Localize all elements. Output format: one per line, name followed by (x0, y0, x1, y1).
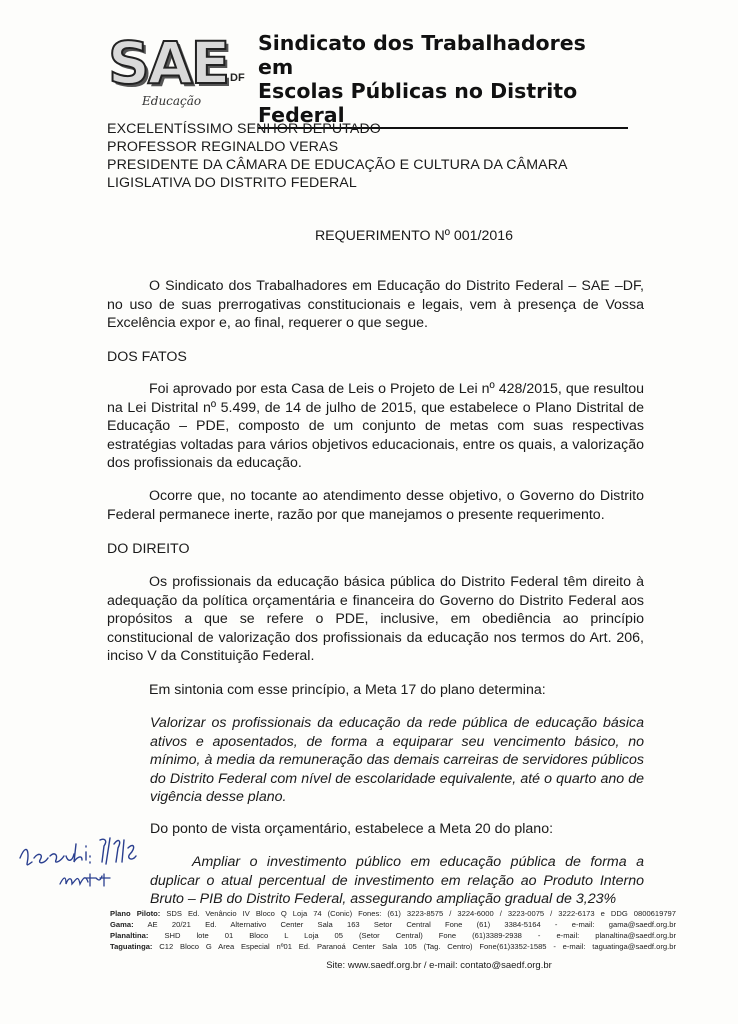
addressee-line: LIGISLATIVA DO DISTRITO FEDERAL (107, 175, 357, 191)
footer-label: Planaltina: (110, 931, 149, 940)
logo-subtitle: Educação (142, 94, 202, 108)
footer-addresses (110, 908, 676, 952)
document-title: REQUERIMENTO Nº 001/2016 (314, 228, 514, 244)
logo-suffix: DF (230, 72, 245, 84)
addressee-line: PROFESSOR REGINALDO VERAS (107, 139, 339, 155)
logo-text: SAE (108, 29, 229, 97)
direito-paragraph-3: Do ponto de vista orçamentário, estabelece a Meta 20 do plano: (150, 821, 554, 837)
organization-name (258, 31, 628, 129)
direito-paragraph-2: Em sintonia com esse princípio, a Meta 17 do plano determina: (149, 682, 546, 698)
org-name-line2: Escolas Públicas no Distrito Federal (258, 79, 628, 129)
footer-text: C12 Bloco G Area Especial nº01 Ed. Paranoá Center Sala 105 (Tag. Centro) Fone(61)3352-1585 - e-mail: taguatinga@saedf.org.br (159, 942, 676, 951)
footer-site-contact: Site: www.saedf.org.br / e-mail: contato@saedf.org.br (326, 960, 552, 971)
footer-text: AE 20/21 Ed. Alternativo Center Sala 163 Setor Central Fone (61) 3384-5164 - e-mail: gama@saedf.org.br (147, 920, 676, 929)
footer-label: Plano Piloto: (110, 909, 161, 918)
fatos-paragraph-1: Foi aprovado por esta Casa de Leis o Projeto de Lei nº 428/2015, que resultou na Lei Distrital nº 5.499, de 14 de julho de 2015, que estabelece o Plano Distrital de Educação – PDE, composto de um conjunto de metas com suas respectivas estratégias voltadas para vários objetivos educacionais, entre os quais, a valorização dos profissionais da educação. (107, 381, 644, 471)
footer-text: SDS Ed. Venâncio IV Bloco Q Loja 74 (Conic) Fones: (61) 3223-8575 / 3224-6000 / 3223-0075 / 3222-6173 e DDG 0800619797 (166, 909, 676, 918)
org-name-line1: Sindicato dos Trabalhadores em (258, 31, 586, 79)
footer-row (110, 919, 676, 930)
handwritten-receipt-note (14, 818, 144, 898)
footer-label: Gama: (110, 920, 134, 929)
fatos-paragraph-2: Ocorre que, no tocante ao atendimento desse objetivo, o Governo do Distrito Federal permanece inerte, razão por que manejamos o presente requerimento. (107, 488, 644, 523)
section-heading-direito: DO DIREITO (107, 541, 190, 557)
footer-row (110, 908, 676, 919)
section-heading-fatos: DOS FATOS (107, 349, 187, 365)
sae-logo (108, 29, 248, 114)
footer-row (110, 941, 676, 952)
footer-row (110, 930, 676, 941)
direito-paragraph-1: Os profissionais da educação básica pública do Distrito Federal têm direito à adequação da política orçamentária e financeira do Governo do Distrito Federal aos propósitos a que se refere o PDE, inclusive, em obediência ao princípio constitucional de valorização dos profissionais da educação nos termos do Art. 206, inciso V da Constituição Federal. (107, 574, 644, 664)
addressee-block (107, 120, 568, 192)
addressee-line: PRESIDENTE DA CÂMARA DE EDUCAÇÃO E CULTURA DA CÂMARA (107, 157, 568, 173)
footer-label: Taguatinga: (110, 942, 153, 951)
meta-20-quote: Ampliar o investimento público em educação pública de forma a duplicar o atual percentual de investimento em relação ao Produto Interno Bruto – PIB do Distrito Federal, assegurando ampliação gradual de 3,23% (150, 854, 644, 907)
meta-17-quote: Valorizar os profissionais da educação da rede pública de educação básica ativos e aposentados, de forma a equiparar seu vencimento básico, no mínimo, à media da remuneração das demais carreiras de servidores públicos do Distrito Federal com nível de escolaridade equivalente, até o quarto ano de vigência desse plano. (150, 715, 644, 805)
intro-paragraph: O Sindicato dos Trabalhadores em Educação do Distrito Federal – SAE –DF, no uso de suas prerrogativas constitucionais e legais, vem à presença de Vossa Excelência expor e, ao final, requerer o que segue. (107, 278, 644, 331)
addressee-line: EXCELENTÍSSIMO SENHOR DEPUTADO (107, 121, 381, 137)
footer-text: SHD lote 01 Bloco L Loja 05 (Setor Central) Fone (61)3389-2938 - e-mail: planaltina@saedf.org.br (164, 931, 676, 940)
